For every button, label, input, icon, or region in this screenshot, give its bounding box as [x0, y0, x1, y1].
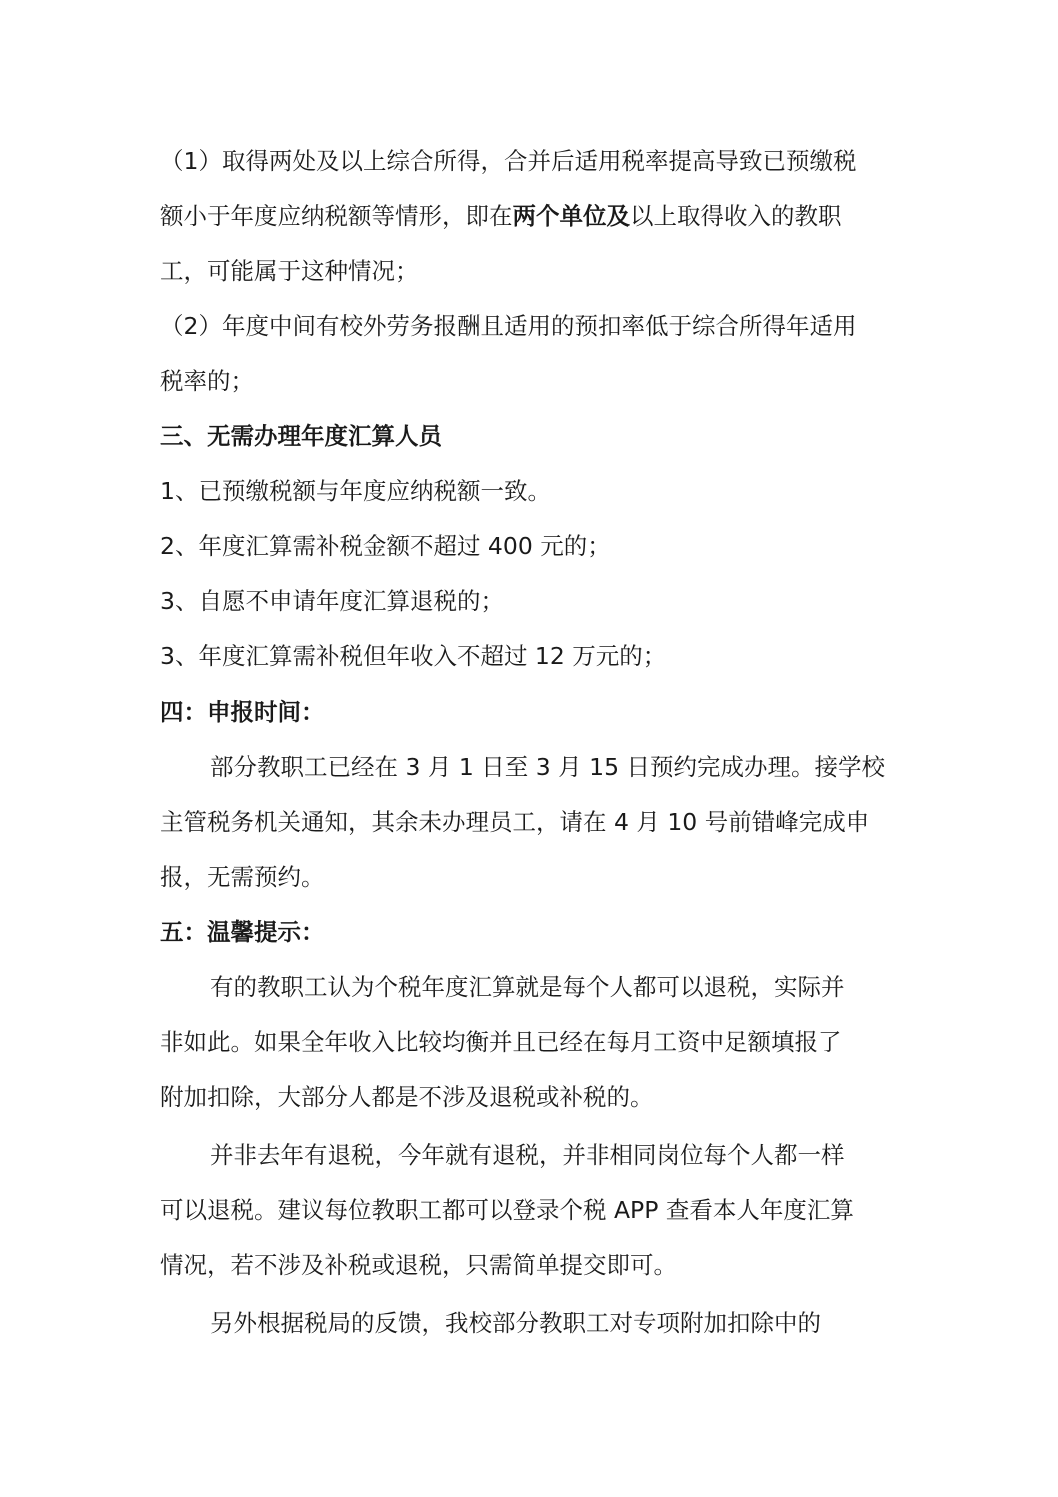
item1-line1: （1）取得两处及以上综合所得，合并后适用税率提高导致已预缴税 [160, 147, 857, 175]
item2-line1: （2）年度中间有校外劳务报酬且适用的预扣率低于综合所得年适用 [160, 312, 857, 340]
section5-para1-line2: 非如此。如果全年收入比较均衡并且已经在每月工资中足额填报了 [160, 1028, 842, 1056]
section3-item-3: 3、自愿不申请年度汇算退税的； [160, 587, 504, 615]
item2-line2: 税率的； [160, 367, 254, 395]
item1-line2 [160, 201, 900, 231]
section5-para2-line2: 可以退税。建议每位教职工都可以登录个税 APP 查看本人年度汇算 [160, 1196, 854, 1224]
item1-line2-bold: 两个单位及 [512, 202, 630, 230]
section5-para3-line1: 另外根据税局的反馈，我校部分教职工对专项附加扣除中的 [210, 1309, 821, 1337]
item1-line2-pre: 额小于年度应纳税额等情形，即在 [160, 202, 513, 230]
section3-item-4: 3、年度汇算需补税但年收入不超过 12 万元的； [160, 642, 667, 670]
section3-heading: 三、无需办理年度汇算人员 [160, 422, 442, 450]
section4-line-2: 主管税务机关通知，其余未办理员工，请在 4 月 10 号前错峰完成申 [160, 808, 870, 836]
section5-para2-line3: 情况，若不涉及补税或退税，只需简单提交即可。 [160, 1251, 677, 1279]
section5-heading: 五：温馨提示： [160, 918, 325, 946]
item1-line2-post: 以上取得收入的教职 [630, 202, 842, 230]
section5-para2-line1: 并非去年有退税，今年就有退税，并非相同岗位每个人都一样 [210, 1141, 845, 1169]
section5-para1-line1: 有的教职工认为个税年度汇算就是每个人都可以退税，实际并 [210, 973, 845, 1001]
section4-line-3: 报，无需预约。 [160, 863, 325, 891]
section5-para1-line3: 附加扣除，大部分人都是不涉及退税或补税的。 [160, 1083, 654, 1111]
section3-item-2: 2、年度汇算需补税金额不超过 400 元的； [160, 532, 611, 560]
section4-heading: 四：申报时间： [160, 698, 325, 726]
item1-line3: 工，可能属于这种情况； [160, 257, 419, 285]
section4-line-1: 部分教职工已经在 3 月 1 日至 3 月 15 日预约完成办理。接学校 [210, 753, 886, 781]
section3-item-1: 1、已预缴税额与年度应纳税额一致。 [160, 477, 551, 505]
